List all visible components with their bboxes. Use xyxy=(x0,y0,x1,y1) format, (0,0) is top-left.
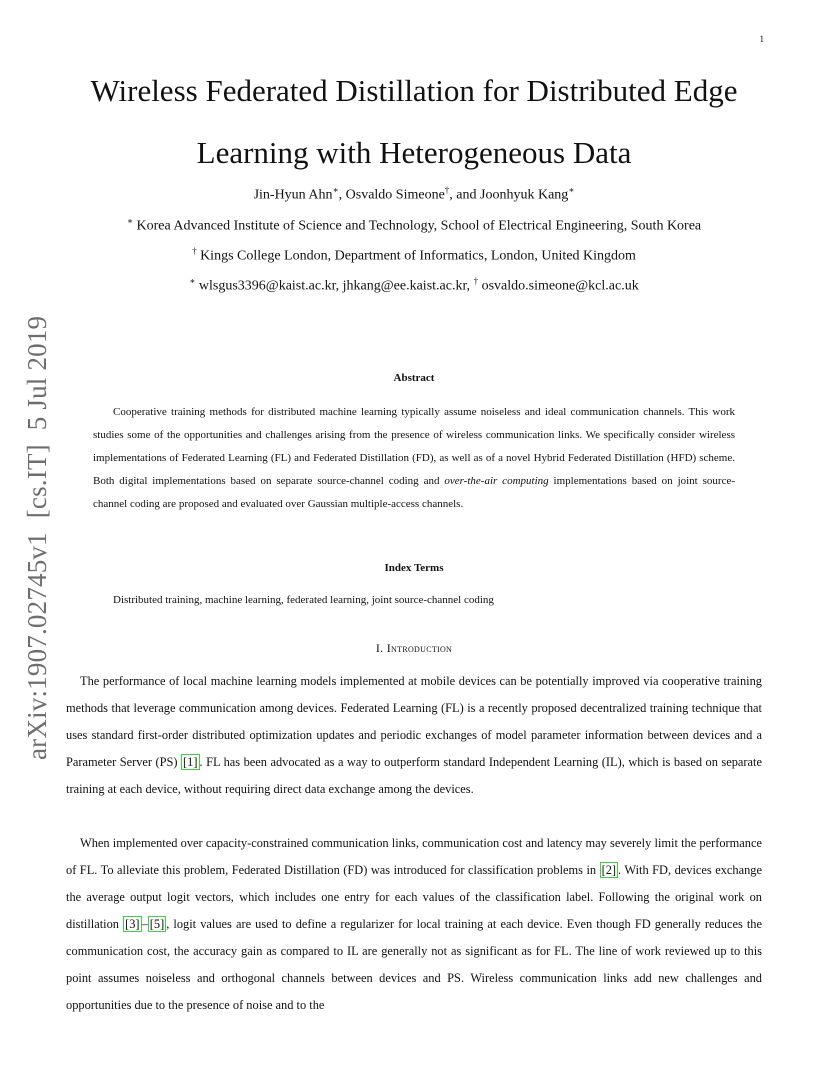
paragraph-2-text-c: , logit values are used to define a regularizer for local training at each device. Even though FD generally reduces the communication cost, the accuracy gain as compared to IL are generally not as significant as for FL. The line of work reviewed up to this point assumes noiseless and orthogonal channels between devices and PS. Wireless communication links add new challenges and opportunities due to the presence of noise and to the xyxy=(66,917,762,1012)
author-2-mark: † xyxy=(444,185,450,195)
page-number: 1 xyxy=(759,34,764,44)
citation-range-dash: – xyxy=(141,917,148,931)
citation-2-link[interactable]: [2] xyxy=(601,863,617,877)
author-2: , Osvaldo Simeone xyxy=(338,187,445,203)
intro-paragraph-1 xyxy=(66,668,762,803)
abstract-text-part-1: Cooperative training methods for distributed machine learning typically assume noiseless and ideal communication channels. This work studies some of the opportunities and challenges arising from the presence of wireless communication links. We specifically consider wireless implementations of Federated Learning (FL) and Federated Distillation (FD), as well as of a novel Hybrid Federated Distillation (HFD) scheme. Both digital implementations based on separate source-channel coding and xyxy=(93,406,735,487)
intro-paragraph-2 xyxy=(66,830,762,1019)
title-line-2: Learning with Heterogeneous Data xyxy=(196,135,632,170)
affiliation-kaist xyxy=(40,216,788,235)
affiliation-kcl xyxy=(40,246,788,265)
abstract-text-part-2: implementations based on joint source-channel coding are proposed and evaluated over Gaussian multiple-access channels. xyxy=(93,475,736,510)
author-list xyxy=(40,185,788,204)
author-1-mark: ∗ xyxy=(332,185,339,195)
affiliation-kaist-mark: ∗ xyxy=(126,216,133,226)
affiliation-kaist-text: Korea Advanced Institute of Science and Technology, School of Electrical Engineering, South Korea xyxy=(136,218,702,234)
citation-3-link[interactable]: [3] xyxy=(125,917,140,931)
author-emails xyxy=(40,276,788,295)
section-number: I. xyxy=(375,641,384,655)
paragraph-2-text-b: . With FD, devices exchange the average output logit vectors, which includes one entry for each values of the classification label. Following the original work on distillation xyxy=(66,863,762,931)
citation-1-link[interactable]: [1] xyxy=(183,755,198,769)
author-1: Jin-Hyun Ahn xyxy=(253,187,333,203)
email-mark-2: † xyxy=(473,276,479,286)
arxiv-identifier: arXiv:1907.02745v1 [cs.IT] 5 Jul 2019 xyxy=(22,315,52,760)
paragraph-2-text-a: When implemented over capacity-constrained communication links, communication cost and latency may severely limit the performance of FL. To alleviate this problem, Federated Distillation (FD) was introduced for classification problems in xyxy=(66,836,762,877)
author-3: , and Joonhyuk Kang xyxy=(449,187,569,203)
author-3-mark: ∗ xyxy=(568,185,575,195)
citation-5-link[interactable]: [5] xyxy=(149,917,165,931)
affiliation-kcl-text: Kings College London, Department of Informatics, London, United Kingdom xyxy=(200,248,636,264)
paragraph-1-text-a: The performance of local machine learning models implemented at mobile devices can be potentially improved via cooperative training methods that leverage communication among devices. Federated Learning (FL) is a recently proposed decentralized training technique that uses standard first-order distributed optimization updates and periodic exchanges of model parameter information between devices and a Parameter Server (PS) xyxy=(66,674,762,769)
index-terms-heading: Index Terms xyxy=(384,562,444,574)
abstract-text xyxy=(93,401,735,516)
paragraph-1-text-b: . FL has been advocated as a way to outperform standard Independent Learning (IL), which is based on separate training at each device, without requiring direct data exchange among the devices. xyxy=(66,755,762,796)
affiliation-kcl-mark: † xyxy=(192,246,197,256)
section-heading-introduction xyxy=(40,641,788,656)
email-mark-1: ∗ xyxy=(189,276,196,286)
abstract-emphasis: over-the-air computing xyxy=(444,475,549,487)
section-title: Introduction xyxy=(386,641,453,655)
email-text-1: wlsgus3396@kaist.ac.kr, jhkang@ee.kaist.ac.kr, xyxy=(198,278,471,294)
title-line-1: Wireless Federated Distillation for Distributed Edge xyxy=(90,73,738,108)
abstract-heading: Abstract xyxy=(393,372,435,384)
index-terms-text: Distributed training, machine learning, federated learning, joint source-channel coding xyxy=(113,594,494,606)
paper-title xyxy=(40,60,788,184)
email-text-2: osvaldo.simeone@kcl.ac.uk xyxy=(481,278,639,294)
